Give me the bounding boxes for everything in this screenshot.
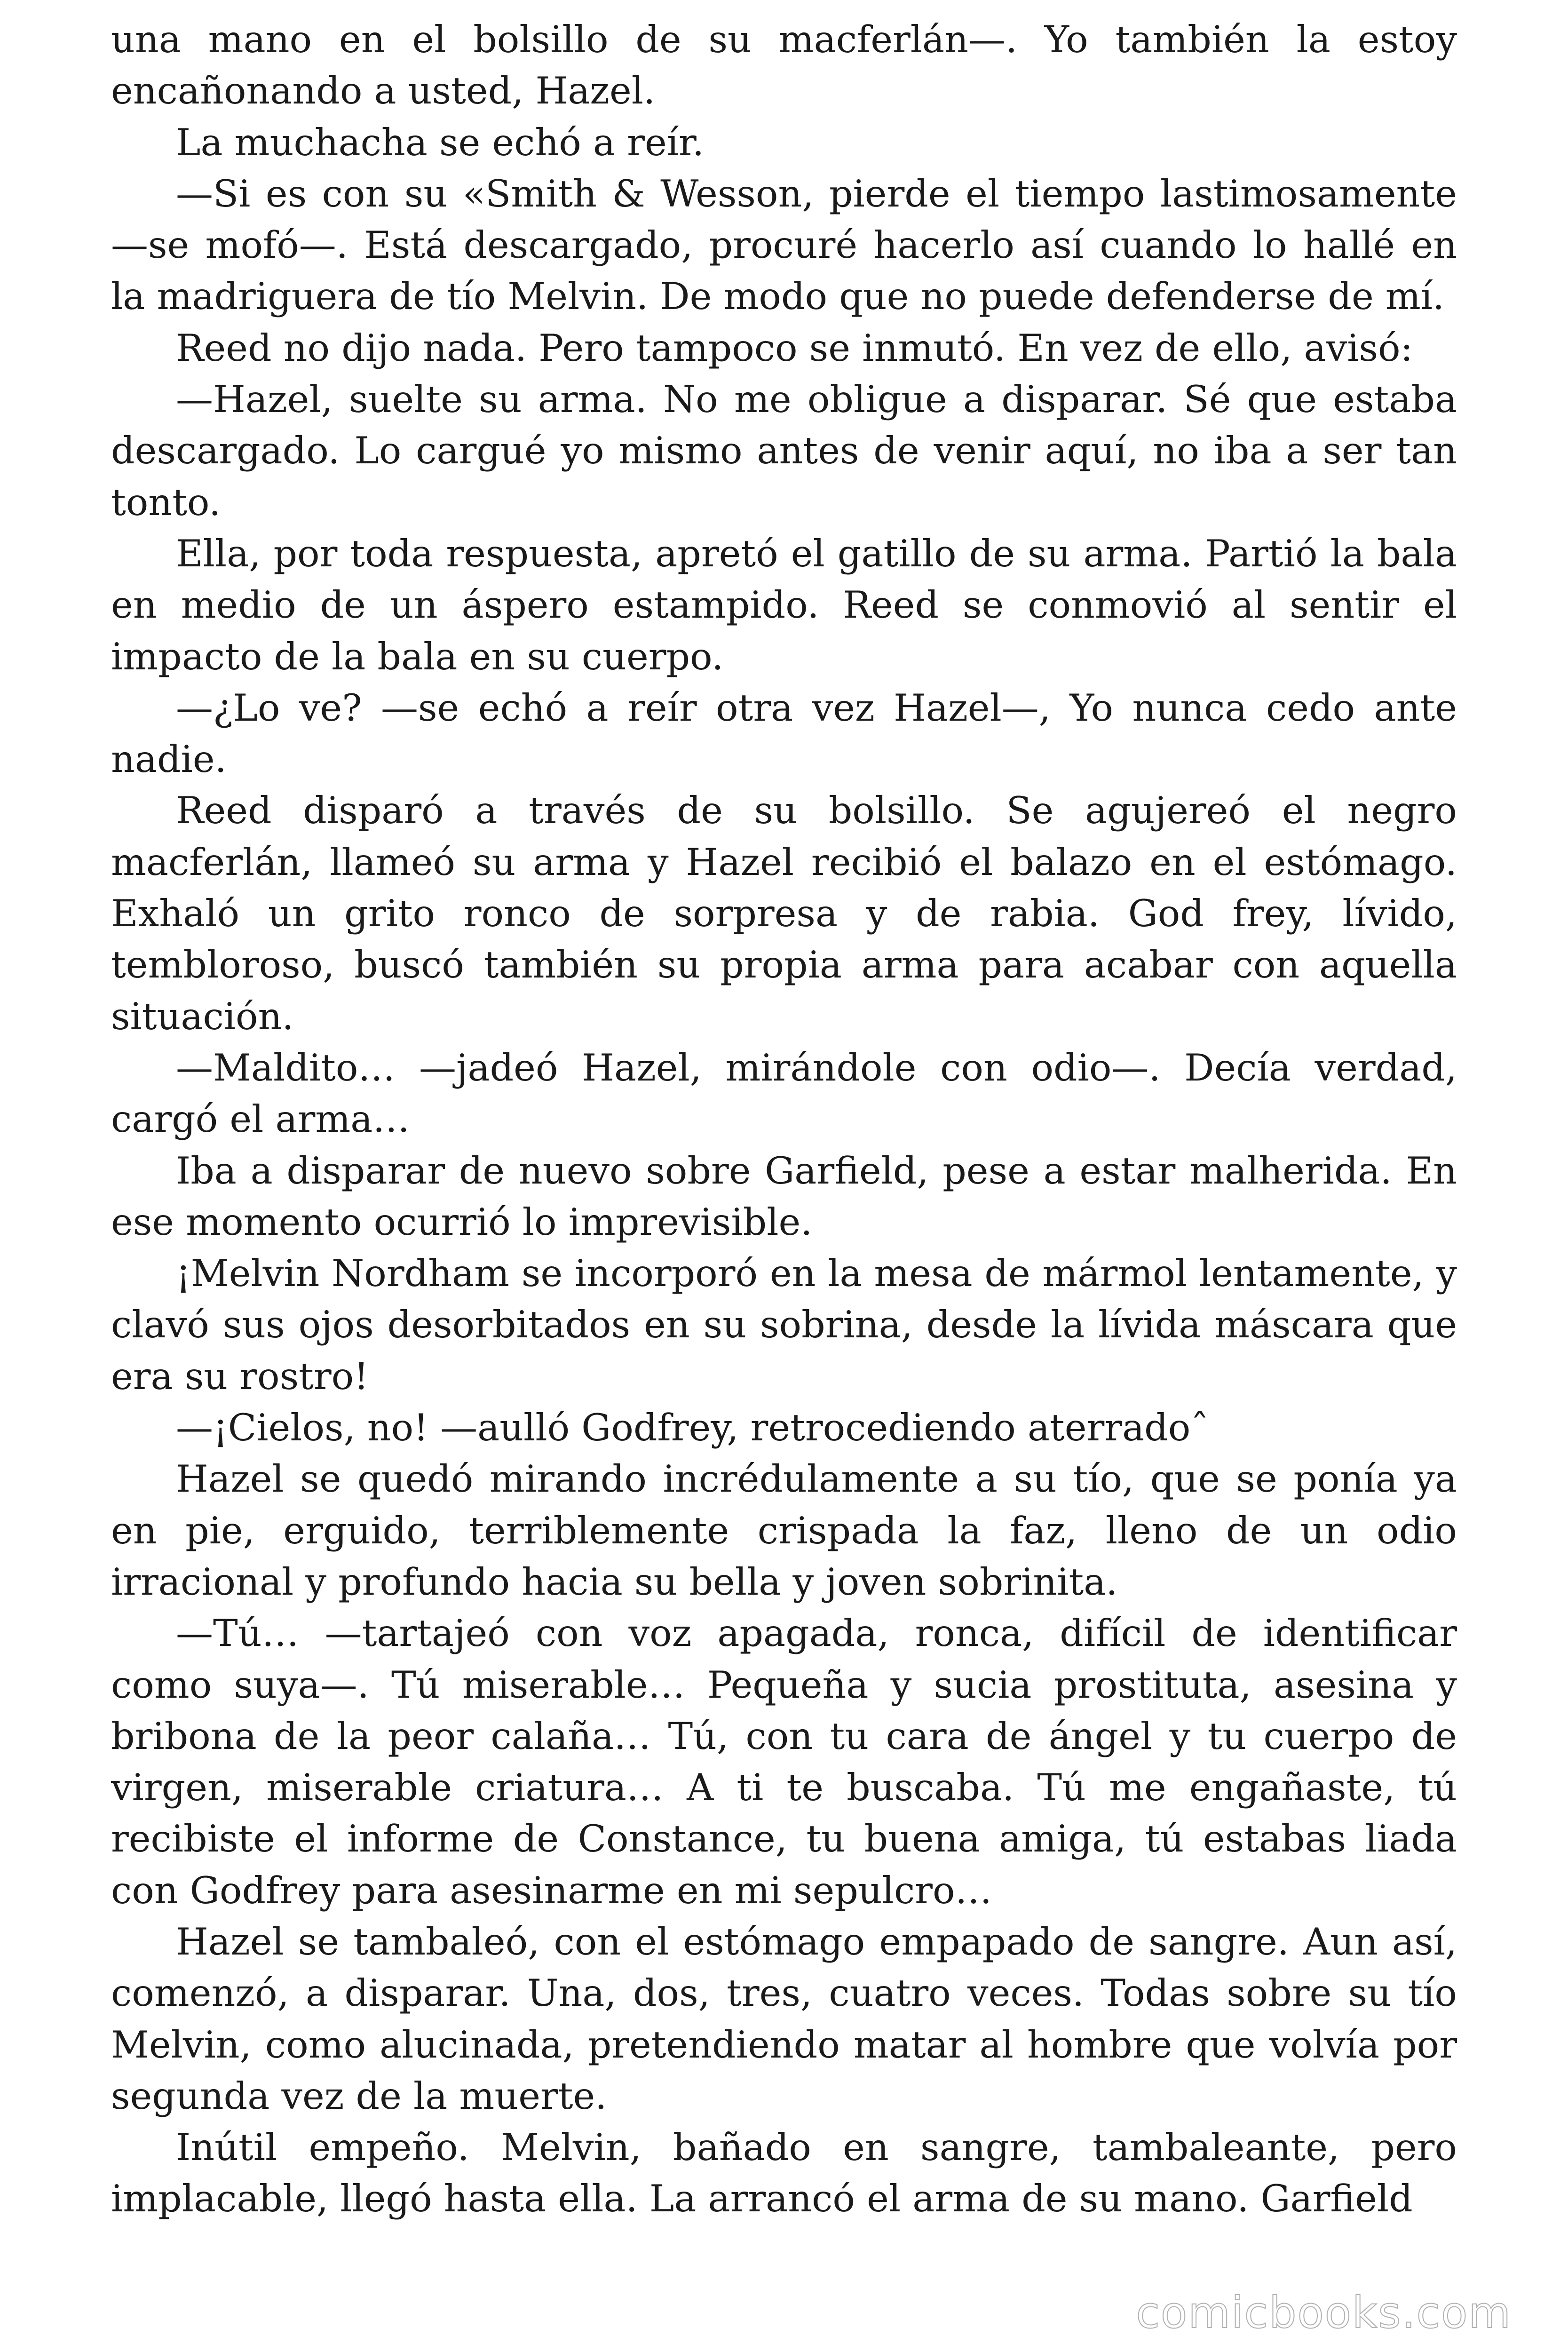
paragraph: una mano en el bolsillo de su macferlán—. Yo también la estoy encañonando a usted, Hazel. bbox=[111, 18, 1457, 113]
paragraph: La muchacha se echó a reír. bbox=[176, 120, 705, 164]
watermark: comicbooks.com bbox=[1136, 2288, 1512, 2338]
paragraph: —Hazel, suelte su arma. No me obligue a disparar. Sé que estaba descargado. Lo cargué yo mismo antes de venir aquí, no iba a ser tan tonto. bbox=[111, 378, 1457, 524]
paragraph: Reed no dijo nada. Pero tampoco se inmutó. En vez de ello, avisó: bbox=[176, 326, 1413, 370]
paragraph: —Si es con su «Smith & Wesson, pierde el tiempo lastimosamente —se mofó—. Está descargado, procuré hacerlo así cuando lo hallé en la madriguera de tío Melvin. De modo que no puede defenderse de mí. bbox=[111, 172, 1457, 318]
paragraph: Inútil empeño. Melvin, bañado en sangre, tambaleante, pero implacable, llegó hasta ella. La arrancó el arma de su mano. Garfield bbox=[111, 2126, 1457, 2221]
paragraph: Hazel se quedó mirando incrédulamente a su tío, que se ponía ya en pie, erguido, terriblemente crispada la faz, lleno de un odio irracional y profundo hacia su bella y joven sobrinita. bbox=[111, 1457, 1457, 1604]
paragraph: —¿Lo ve? —se echó a reír otra vez Hazel—, Yo nunca cedo ante nadie. bbox=[111, 686, 1457, 781]
paragraph: Reed disparó a través de su bolsillo. Se agujereó el negro macferlán, llameó su arma y Hazel recibió el balazo en el estómago. Exhaló un grito ronco de sorpresa y de rabia. God frey, lívido, tembloroso, buscó también su propia arma para acabar con aquella situación. bbox=[111, 789, 1457, 1038]
paragraph: —Maldito… —jadeó Hazel, mirándole con odio—. Decía verdad, cargó el arma… bbox=[111, 1046, 1457, 1141]
book-page bbox=[111, 14, 1457, 2328]
paragraph: —¡Cielos, no! —aulló Godfrey, retrocediendo aterradoˆ bbox=[176, 1406, 1209, 1450]
paragraph: Hazel se tambaleó, con el estómago empapado de sangre. Aun así, comenzó, a disparar. Una, dos, tres, cuatro veces. Todas sobre su tío Melvin, como alucinada, pretendiendo matar al hombre que volvía por segunda vez de la muerte. bbox=[111, 1920, 1457, 2118]
paragraph: —Tú… —tartajeó con voz apagada, ronca, difícil de identificar como suya—. Tú miserable… Pequeña y sucia prostituta, asesina y bribona de la peor calaña… Tú, con tu cara de ángel y tu cuerpo de virgen, miserable criatura… A ti te buscaba. Tú me engañaste, tú recibiste el informe de Constance, tu buena amiga, tú estabas liada con Godfrey para asesinarme en mi sepulcro… bbox=[111, 1612, 1457, 1912]
paragraph: ¡Melvin Nordham se incorporó en la mesa de mármol lentamente, y clavó sus ojos desorbitados en su sobrina, desde la lívida máscara que era su rostro! bbox=[111, 1252, 1457, 1398]
paragraph: Iba a disparar de nuevo sobre Garfield, pese a estar malherida. En ese momento ocurrió lo imprevisible. bbox=[111, 1149, 1457, 1244]
paragraph: Ella, por toda respuesta, apretó el gatillo de su arma. Partió la bala en medio de un áspero estampido. Reed se conmovió al sentir el impacto de la bala en su cuerpo. bbox=[111, 532, 1457, 678]
